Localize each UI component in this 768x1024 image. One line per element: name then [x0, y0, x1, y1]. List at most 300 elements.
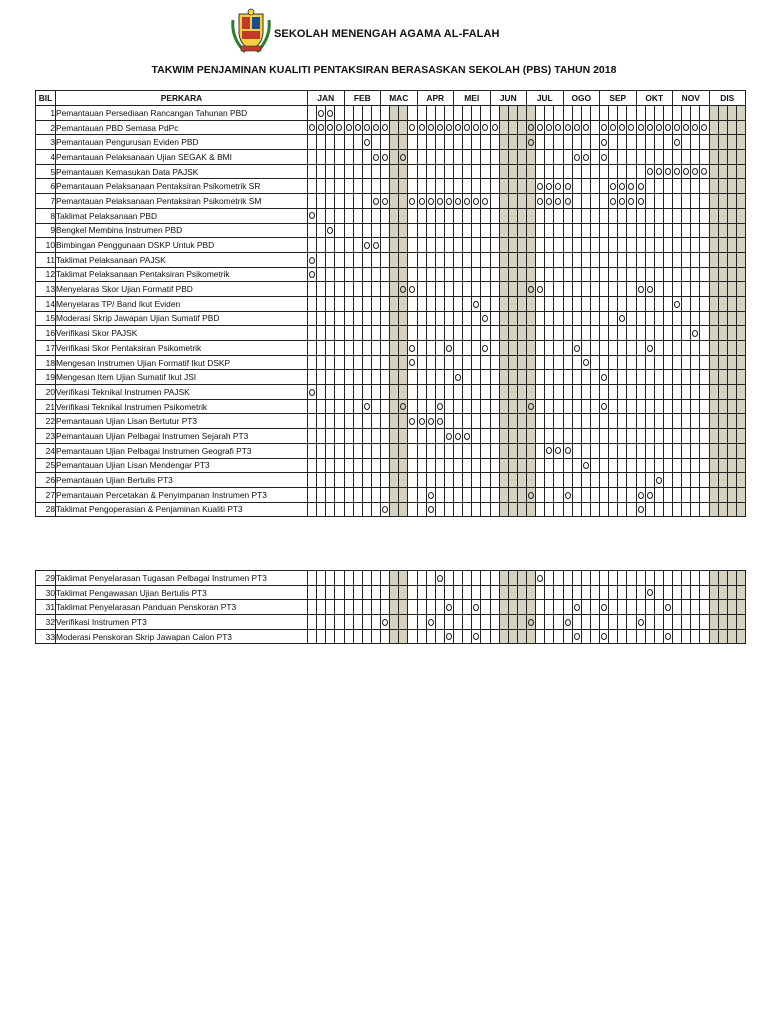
week-cell [326, 164, 335, 179]
week-cell [408, 282, 417, 297]
task-name: Pemantauan Kemasukan Data PAJSK [56, 164, 308, 179]
week-cell [563, 282, 572, 297]
holiday-week-cell [718, 135, 727, 150]
week-cell [463, 311, 472, 326]
activity-marker-icon [373, 242, 379, 249]
week-cell [609, 164, 618, 179]
week-cell [472, 487, 481, 502]
week-cell [636, 208, 645, 223]
week-cell [381, 487, 390, 502]
week-cell [609, 267, 618, 282]
week-cell [554, 296, 563, 311]
week-cell [627, 502, 636, 517]
holiday-week-cell [727, 194, 736, 209]
holiday-week-cell [718, 326, 727, 341]
week-cell [353, 223, 362, 238]
week-cell [454, 194, 463, 209]
holiday-week-cell [499, 179, 508, 194]
week-cell [682, 443, 691, 458]
holiday-week-cell [399, 296, 408, 311]
week-cell [344, 458, 353, 473]
week-cell [545, 164, 554, 179]
week-cell [481, 370, 490, 385]
week-cell [673, 443, 682, 458]
week-cell [408, 223, 417, 238]
activity-marker-icon [428, 506, 434, 513]
holiday-week-cell [527, 267, 536, 282]
activity-marker-icon [574, 345, 580, 352]
table-row [36, 399, 746, 414]
week-cell [408, 296, 417, 311]
week-cell [627, 311, 636, 326]
holiday-week-cell [499, 135, 508, 150]
week-cell [663, 282, 672, 297]
column-header-month: MAC [381, 91, 418, 106]
holiday-week-cell [499, 208, 508, 223]
week-cell [353, 370, 362, 385]
week-cell [481, 238, 490, 253]
column-header-month: NOV [673, 91, 710, 106]
week-cell [609, 341, 618, 356]
week-cell [335, 296, 344, 311]
week-cell [636, 341, 645, 356]
holiday-week-cell [390, 326, 399, 341]
activity-marker-icon [701, 168, 707, 175]
holiday-week-cell [709, 282, 718, 297]
week-cell [554, 238, 563, 253]
week-cell [353, 238, 362, 253]
week-cell [381, 615, 390, 630]
week-cell [472, 296, 481, 311]
activity-marker-icon [583, 154, 589, 161]
week-cell [362, 194, 371, 209]
table-row [36, 252, 746, 267]
week-cell [618, 238, 627, 253]
week-cell [545, 473, 554, 488]
holiday-week-cell [399, 585, 408, 600]
week-cell [663, 135, 672, 150]
holiday-week-cell [727, 238, 736, 253]
week-cell [481, 296, 490, 311]
week-cell [417, 615, 426, 630]
activity-marker-icon [674, 124, 680, 131]
activity-marker-icon [373, 198, 379, 205]
holiday-week-cell [718, 385, 727, 400]
holiday-week-cell [390, 179, 399, 194]
week-cell [417, 629, 426, 644]
week-cell [371, 252, 380, 267]
activity-marker-icon [665, 168, 671, 175]
week-cell [472, 135, 481, 150]
week-cell [444, 487, 453, 502]
week-cell [627, 615, 636, 630]
activity-marker-icon [665, 604, 671, 611]
holiday-week-cell [718, 296, 727, 311]
week-cell [308, 571, 317, 586]
week-cell [682, 571, 691, 586]
holiday-week-cell [718, 120, 727, 135]
week-cell [371, 238, 380, 253]
week-cell [317, 443, 326, 458]
holiday-week-cell [709, 311, 718, 326]
week-cell [700, 443, 709, 458]
week-cell [417, 120, 426, 135]
week-cell [581, 629, 590, 644]
week-cell [353, 341, 362, 356]
week-cell [381, 355, 390, 370]
week-cell [673, 223, 682, 238]
activity-marker-icon [537, 124, 543, 131]
week-cell [426, 106, 435, 121]
week-cell [536, 106, 545, 121]
week-cell [663, 208, 672, 223]
week-cell [673, 150, 682, 165]
week-cell [371, 194, 380, 209]
holiday-week-cell [399, 385, 408, 400]
week-cell [581, 282, 590, 297]
week-cell [654, 208, 663, 223]
holiday-week-cell [718, 399, 727, 414]
week-cell [682, 355, 691, 370]
holiday-week-cell [399, 106, 408, 121]
week-cell [545, 443, 554, 458]
holiday-week-cell [399, 282, 408, 297]
week-cell [444, 370, 453, 385]
week-cell [317, 106, 326, 121]
holiday-week-cell [390, 223, 399, 238]
week-cell [590, 282, 599, 297]
holiday-week-cell [727, 252, 736, 267]
week-cell [700, 399, 709, 414]
holiday-week-cell [727, 487, 736, 502]
week-cell [435, 223, 444, 238]
week-cell [682, 473, 691, 488]
holiday-week-cell [718, 311, 727, 326]
week-cell [490, 443, 499, 458]
week-cell [454, 600, 463, 615]
week-cell [344, 629, 353, 644]
week-cell [618, 473, 627, 488]
week-cell [408, 326, 417, 341]
week-cell [627, 487, 636, 502]
week-cell [572, 282, 581, 297]
week-cell [362, 502, 371, 517]
week-cell [435, 150, 444, 165]
holiday-week-cell [517, 150, 526, 165]
week-cell [417, 150, 426, 165]
week-cell [618, 194, 627, 209]
week-cell [700, 223, 709, 238]
holiday-week-cell [736, 473, 745, 488]
week-cell [426, 311, 435, 326]
week-cell [645, 179, 654, 194]
week-cell [590, 341, 599, 356]
week-cell [353, 399, 362, 414]
week-cell [600, 370, 609, 385]
holiday-week-cell [399, 135, 408, 150]
week-cell [481, 208, 490, 223]
week-cell [673, 370, 682, 385]
week-cell [618, 600, 627, 615]
week-cell [335, 615, 344, 630]
task-name: Pemantauan Ujian Lisan Bertutur PT3 [56, 414, 308, 429]
week-cell [454, 135, 463, 150]
holiday-week-cell [399, 120, 408, 135]
task-name: Pemantauan Ujian Pelbagai Instrumen Sejarah PT3 [56, 429, 308, 444]
week-cell [572, 473, 581, 488]
activity-marker-icon [473, 301, 479, 308]
week-cell [308, 311, 317, 326]
week-cell [554, 311, 563, 326]
holiday-week-cell [709, 179, 718, 194]
week-cell [563, 311, 572, 326]
week-cell [590, 615, 599, 630]
week-cell [600, 238, 609, 253]
week-cell [590, 106, 599, 121]
holiday-week-cell [399, 194, 408, 209]
row-number: 26 [36, 473, 56, 488]
column-header-month: SEP [600, 91, 637, 106]
week-cell [308, 296, 317, 311]
week-cell [444, 106, 453, 121]
week-cell [600, 223, 609, 238]
week-cell [308, 487, 317, 502]
week-cell [627, 629, 636, 644]
holiday-week-cell [718, 473, 727, 488]
week-cell [581, 355, 590, 370]
week-cell [545, 341, 554, 356]
week-cell [590, 458, 599, 473]
week-cell [636, 385, 645, 400]
week-cell [700, 135, 709, 150]
activity-marker-icon [455, 433, 461, 440]
week-cell [554, 252, 563, 267]
week-cell [636, 252, 645, 267]
week-cell [417, 385, 426, 400]
holiday-week-cell [499, 238, 508, 253]
week-cell [463, 208, 472, 223]
week-cell [362, 341, 371, 356]
week-cell [435, 370, 444, 385]
week-cell [326, 585, 335, 600]
week-cell [691, 385, 700, 400]
column-header-month: JUL [527, 91, 564, 106]
week-cell [426, 629, 435, 644]
week-cell [463, 355, 472, 370]
task-name: Pemantauan Pelaksanaan Pentaksiran Psikometrik SM [56, 194, 308, 209]
week-cell [308, 385, 317, 400]
row-number: 5 [36, 164, 56, 179]
week-cell [463, 326, 472, 341]
week-cell [636, 296, 645, 311]
week-cell [371, 370, 380, 385]
week-cell [317, 120, 326, 135]
week-cell [335, 252, 344, 267]
holiday-week-cell [517, 585, 526, 600]
week-cell [673, 282, 682, 297]
week-cell [490, 585, 499, 600]
week-cell [335, 164, 344, 179]
week-cell [371, 267, 380, 282]
activity-marker-icon [409, 359, 415, 366]
week-cell [545, 502, 554, 517]
week-cell [563, 223, 572, 238]
holiday-week-cell [499, 223, 508, 238]
week-cell [472, 585, 481, 600]
week-cell [353, 414, 362, 429]
holiday-week-cell [499, 502, 508, 517]
week-cell [481, 150, 490, 165]
week-cell [609, 106, 618, 121]
activity-marker-icon [428, 198, 434, 205]
week-cell [481, 443, 490, 458]
week-cell [645, 238, 654, 253]
week-cell [381, 267, 390, 282]
week-cell [408, 629, 417, 644]
week-cell [636, 429, 645, 444]
holiday-week-cell [517, 473, 526, 488]
week-cell [663, 585, 672, 600]
week-cell [627, 443, 636, 458]
week-cell [572, 487, 581, 502]
week-cell [654, 223, 663, 238]
week-cell [417, 106, 426, 121]
week-cell [381, 414, 390, 429]
holiday-week-cell [709, 252, 718, 267]
holiday-week-cell [527, 326, 536, 341]
holiday-week-cell [727, 629, 736, 644]
week-cell [663, 341, 672, 356]
week-cell [444, 311, 453, 326]
task-name: Pemantauan Ujian Bertulis PT3 [56, 473, 308, 488]
holiday-week-cell [718, 282, 727, 297]
week-cell [344, 164, 353, 179]
week-cell [454, 326, 463, 341]
week-cell [326, 296, 335, 311]
week-cell [326, 179, 335, 194]
week-cell [581, 296, 590, 311]
week-cell [682, 223, 691, 238]
week-cell [663, 106, 672, 121]
holiday-week-cell [527, 194, 536, 209]
table-row [36, 282, 746, 297]
week-cell [645, 443, 654, 458]
holiday-week-cell [390, 106, 399, 121]
holiday-week-cell [709, 629, 718, 644]
week-cell [463, 341, 472, 356]
week-cell [554, 370, 563, 385]
week-cell [563, 341, 572, 356]
week-cell [627, 252, 636, 267]
week-cell [609, 238, 618, 253]
holiday-week-cell [527, 150, 536, 165]
week-cell [700, 429, 709, 444]
week-cell [581, 585, 590, 600]
week-cell [417, 473, 426, 488]
activity-marker-icon [656, 168, 662, 175]
week-cell [381, 296, 390, 311]
week-cell [454, 341, 463, 356]
week-cell [654, 473, 663, 488]
activity-marker-icon [601, 403, 607, 410]
week-cell [463, 473, 472, 488]
week-cell [472, 194, 481, 209]
activity-marker-icon [638, 619, 644, 626]
task-name: Pemantauan Pelaksanaan Ujian SEGAK & BMI [56, 150, 308, 165]
week-cell [490, 150, 499, 165]
week-cell [308, 399, 317, 414]
week-cell [408, 585, 417, 600]
week-cell [700, 571, 709, 586]
week-cell [362, 135, 371, 150]
week-cell [481, 458, 490, 473]
week-cell [600, 385, 609, 400]
row-number: 10 [36, 238, 56, 253]
holiday-week-cell [499, 326, 508, 341]
week-cell [581, 502, 590, 517]
week-cell [435, 585, 444, 600]
activity-marker-icon [455, 124, 461, 131]
week-cell [682, 615, 691, 630]
week-cell [490, 267, 499, 282]
holiday-week-cell [508, 615, 517, 630]
activity-marker-icon [583, 359, 589, 366]
holiday-week-cell [508, 600, 517, 615]
week-cell [554, 473, 563, 488]
week-cell [317, 370, 326, 385]
week-cell [371, 326, 380, 341]
week-cell [563, 600, 572, 615]
week-cell [435, 414, 444, 429]
week-cell [700, 252, 709, 267]
activity-marker-icon [601, 139, 607, 146]
page-title: TAKWIM PENJAMINAN KUALITI PENTAKSIRAN BERASASKAN SEKOLAH (PBS) TAHUN 2018 [151, 64, 617, 76]
week-cell [618, 150, 627, 165]
activity-marker-icon [318, 110, 324, 117]
week-cell [609, 473, 618, 488]
week-cell [627, 385, 636, 400]
holiday-week-cell [527, 414, 536, 429]
week-cell [490, 238, 499, 253]
week-cell [454, 252, 463, 267]
holiday-week-cell [709, 600, 718, 615]
week-cell [490, 600, 499, 615]
week-cell [454, 473, 463, 488]
week-cell [408, 615, 417, 630]
week-cell [362, 311, 371, 326]
week-cell [700, 267, 709, 282]
week-cell [627, 429, 636, 444]
week-cell [563, 238, 572, 253]
activity-marker-icon [473, 604, 479, 611]
holiday-week-cell [527, 399, 536, 414]
week-cell [362, 473, 371, 488]
week-cell [472, 341, 481, 356]
week-cell [408, 341, 417, 356]
week-cell [444, 385, 453, 400]
week-cell [663, 252, 672, 267]
week-cell [308, 120, 317, 135]
week-cell [454, 399, 463, 414]
week-cell [545, 106, 554, 121]
week-cell [490, 120, 499, 135]
week-cell [344, 135, 353, 150]
week-cell [426, 615, 435, 630]
page-header [0, 0, 768, 90]
activity-marker-icon [309, 271, 315, 278]
week-cell [554, 223, 563, 238]
holiday-week-cell [527, 473, 536, 488]
